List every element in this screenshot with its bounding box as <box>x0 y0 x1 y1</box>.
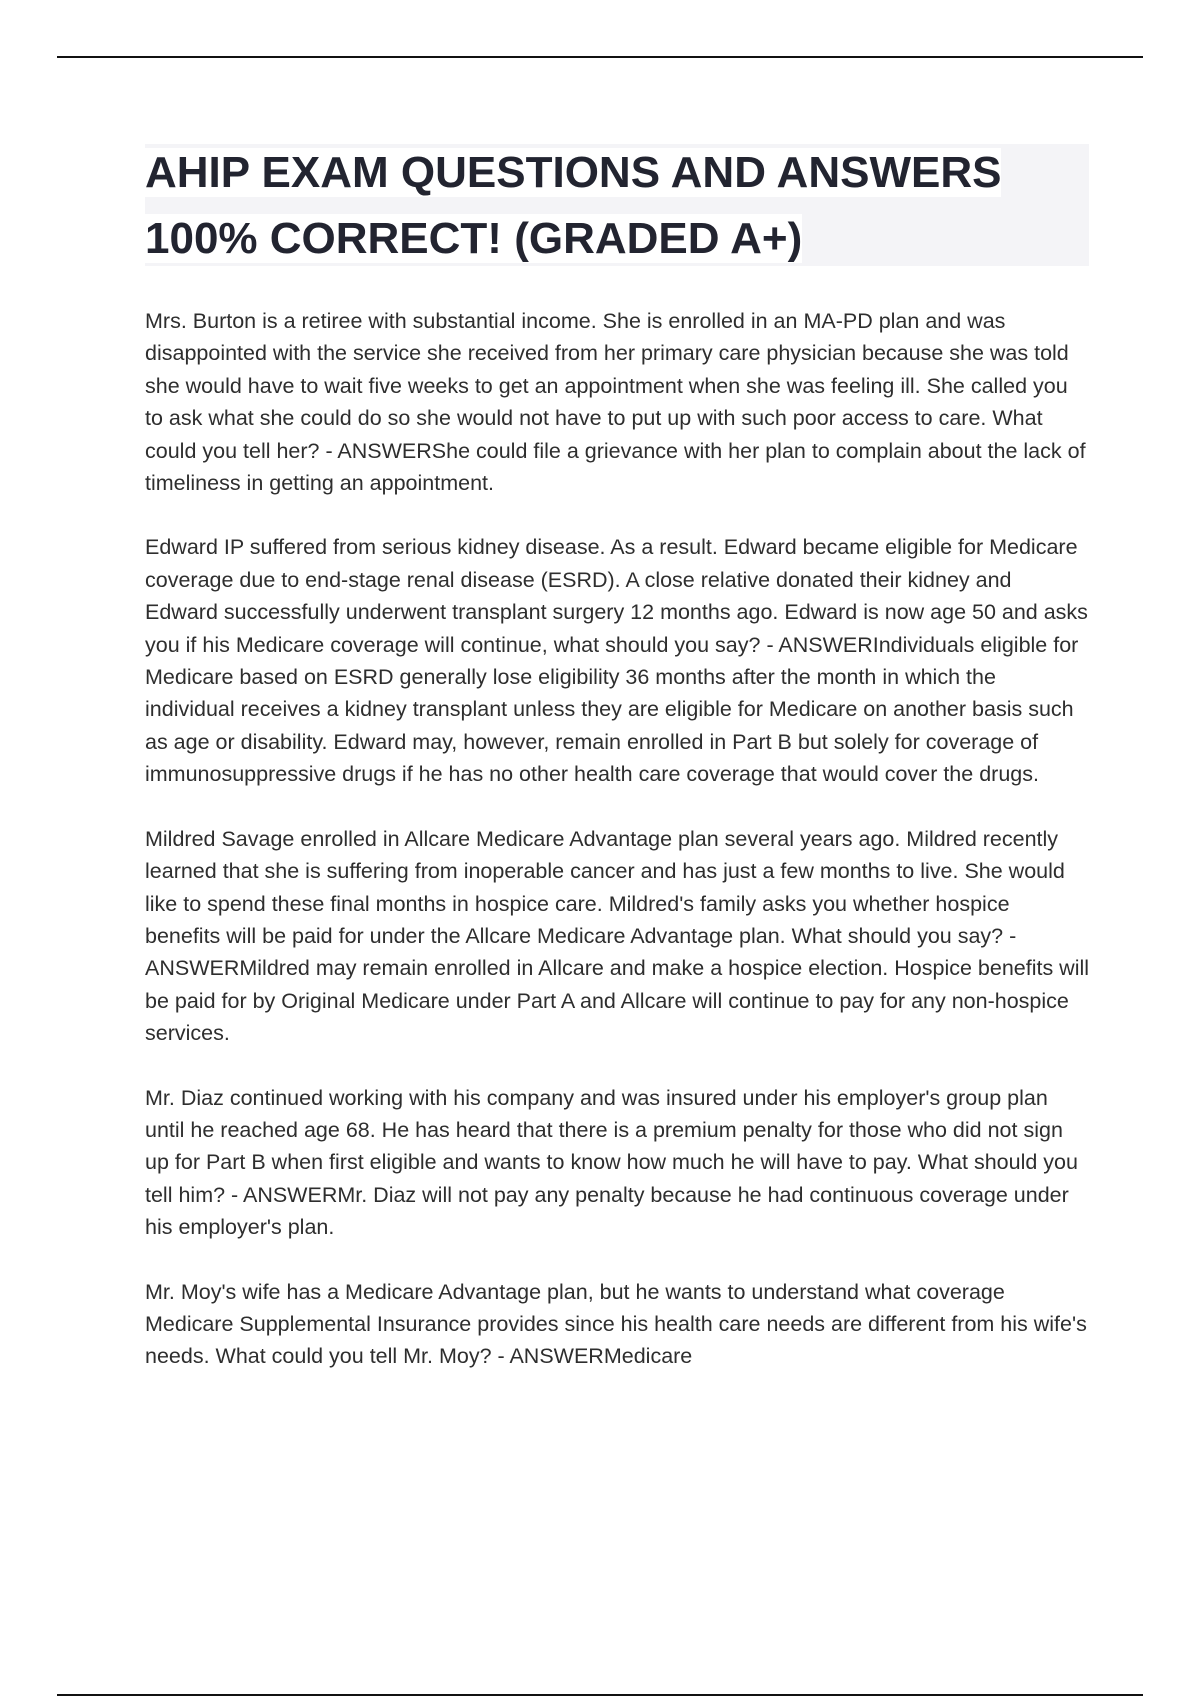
document-body <box>145 305 1090 1405</box>
qa-paragraph-burton: Mrs. Burton is a retiree with substantial income. She is enrolled in an MA-PD plan and was disappointed with the service she received from her primary care physician because she was told she would have to wait five weeks to get an appointment when she was feeling ill. She called you to ask what she could do so she would not have to put up with such poor access to care. What could you tell her? - ANSWERShe could file a grievance with her plan to complain about the lack of timeliness in getting an appointment. <box>145 309 1086 496</box>
qa-paragraph-moy: Mr. Moy's wife has a Medicare Advantage plan, but he wants to understand what coverage Medicare Supplemental Insurance provides since his health care needs are different from his wife's needs. What could you tell Mr. Moy? - ANSWERMedicare <box>145 1279 1087 1369</box>
qa-paragraph-edward: Edward IP suffered from serious kidney disease. As a result. Edward became eligible for Medicare coverage due to end-stage renal disease (ESRD). A close relative donated their kidney and Edward successfully underwent transplant surgery 12 months ago. Edward is now age 50 and asks you if his Medicare coverage will continue, what should you say? - ANSWERIndividuals eligible for Medicare based on ESRD generally lose eligibility 36 months after the month in which the individual receives a kidney transplant unless they are eligible for Medicare on another basis such as age or disability. Edward may, however, remain enrolled in Part B but solely for coverage of immunosuppressive drugs if he has no other health care coverage that would cover the drugs. <box>145 535 1088 787</box>
top-rule <box>57 56 1143 58</box>
page-title <box>145 140 1105 272</box>
title-line-1: AHIP EXAM QUESTIONS AND ANSWERS <box>145 148 1002 197</box>
qa-paragraph-diaz: Mr. Diaz continued working with his company and was insured under his employer's group plan until he reached age 68. He has heard that there is a premium penalty for those who did not sign up for Part B when first eligible and wants to know how much he will have to pay. What should you tell him? - ANSWERMr. Diaz will not pay any penalty because he had continuous coverage under his employer's plan. <box>145 1085 1078 1240</box>
qa-paragraph-mildred: Mildred Savage enrolled in Allcare Medicare Advantage plan several years ago. Mildred recently learned that she is suffering from inoperable cancer and has just a few months to live. She would like to spend these final months in hospice care. Mildred's family asks you whether hospice benefits will be paid for under the Allcare Medicare Advantage plan. What should you say? - ANSWERMildred may remain enrolled in Allcare and make a hospice election. Hospice benefits will be paid for by Original Medicare under Part A and Allcare will continue to pay for any non-hospice services. <box>145 826 1090 1046</box>
bottom-rule <box>57 1694 1143 1696</box>
title-line-2: 100% CORRECT! (GRADED A+) <box>145 214 803 263</box>
